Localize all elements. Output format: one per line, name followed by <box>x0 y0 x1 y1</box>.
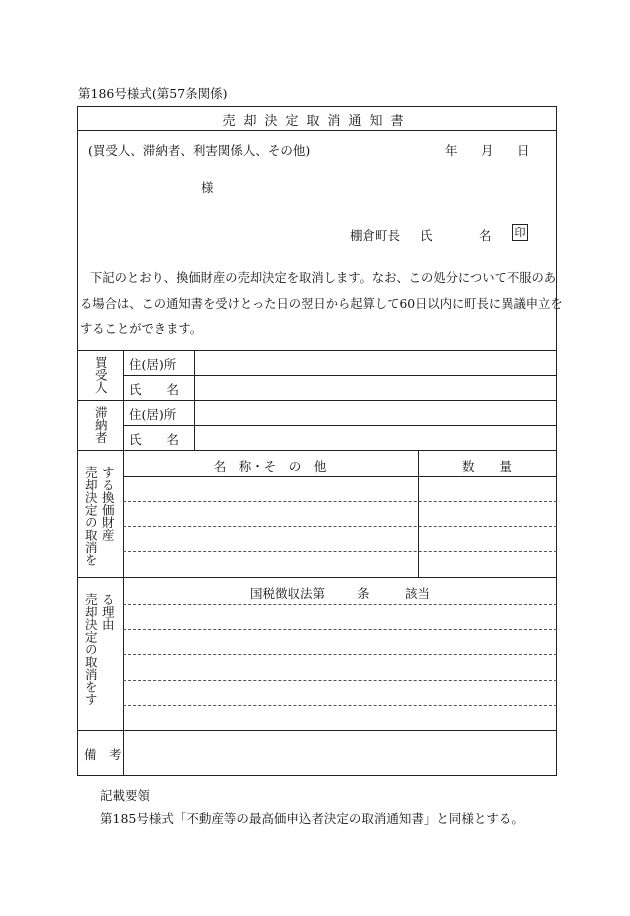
seal-mark: 印 <box>512 224 528 241</box>
reason-label-col1: 売却決定の取消をす <box>83 593 99 706</box>
date-day: 日 <box>517 143 530 158</box>
issuer-name-left: 氏 <box>420 228 433 243</box>
delinquent-address-label: 住(居)所 <box>129 407 177 422</box>
property-label-col1: 売却決定の取消を <box>83 466 99 566</box>
notes-heading: 記載要領 <box>100 788 151 803</box>
property-label-col2: する換価財産 <box>100 466 116 541</box>
property-row-divider <box>123 501 557 502</box>
reason-row-divider <box>123 705 557 706</box>
reason-row-divider <box>123 654 557 655</box>
delinquent-name-label: 氏 名 <box>129 432 180 447</box>
date-year: 年 <box>445 143 458 158</box>
reason-row-divider <box>123 629 557 630</box>
buyer-name-label: 氏 名 <box>129 382 180 397</box>
reason-row-divider <box>123 680 557 681</box>
notes-body: 第185号様式「不動産等の最高価申込者決定の取消通知書」と同様とする。 <box>100 811 524 826</box>
delinquent-label: 滞納者 <box>93 406 109 444</box>
property-name-header: 名 称・そ の 他 <box>213 459 327 474</box>
law-prefix: 国税徴収法第 <box>250 586 326 601</box>
form-title: 売却決定取消通知書 <box>222 114 412 129</box>
remarks-label: 備 考 <box>84 747 122 762</box>
buyer-address-label: 住(居)所 <box>129 357 177 372</box>
buyer-label: 買受人 <box>93 356 109 394</box>
notice-line-1: 下記のとおり、換価財産の売却決定を取消します。なお、この処分について不服のあ <box>90 271 557 285</box>
issuer-name-right: 名 <box>479 228 492 243</box>
property-row-divider <box>123 551 557 552</box>
recipient-honorific: 様 <box>201 180 214 195</box>
reason-label-col2: る理由 <box>100 593 116 631</box>
property-qty-header: 数 量 <box>461 459 512 474</box>
law-suffix: 該当 <box>405 586 431 601</box>
notice-line-2: る場合は、この通知書を受けとった日の翌日から起算して60日以内に町長に異議申立を <box>80 297 563 311</box>
notice-line-3: することができます。 <box>80 322 202 336</box>
issuer-mayor: 棚倉町長 <box>350 228 401 243</box>
form-number: 第186号様式(第57条関係) <box>78 86 228 101</box>
property-row-divider <box>123 526 557 527</box>
recipient-roles: (買受人、滞納者、利害関係人、その他) <box>88 143 311 158</box>
date-month: 月 <box>481 143 494 158</box>
reason-row-divider <box>123 604 557 605</box>
law-article: 条 <box>357 586 370 601</box>
